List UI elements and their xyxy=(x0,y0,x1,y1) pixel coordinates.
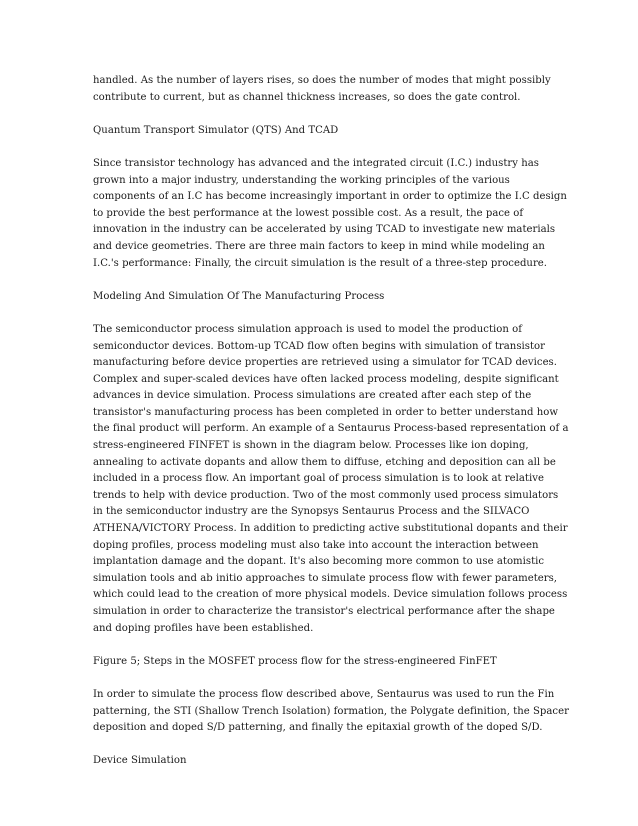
text-line: included in a process flow. An important goal of process simulation is to look at relative xyxy=(93,473,544,485)
text-line: stress-engineered FINFET is shown in the diagram below. Processes like ion doping, xyxy=(93,440,529,452)
text-line: trends to help with device production. Two of the most commonly used process simulators xyxy=(93,489,559,501)
text-line: and device geometries. There are three main factors to keep in mind while modeling an xyxy=(93,240,545,252)
text-line: I.C.'s performance: Finally, the circuit simulation is the result of a three-step procedure. xyxy=(93,257,548,269)
figure-caption xyxy=(93,654,555,671)
text-line: ATHENA/VICTORY Process. In addition to predicting active substitutional dopants and their xyxy=(93,523,568,535)
text-line: doping profiles, process modeling must also take into account the interaction between xyxy=(93,539,539,551)
text-line: which could lead to the creation of more physical models. Device simulation follows process xyxy=(93,589,568,601)
text-line: contribute to current, but as channel thickness increases, so does the gate control. xyxy=(93,91,521,103)
text-line: semiconductor devices. Bottom-up TCAD flow often begins with simulation of transistor xyxy=(93,340,545,352)
text-line: In order to simulate the process flow described above, Sentaurus was used to run the Fin xyxy=(93,688,555,700)
paragraph-transistor-technology xyxy=(93,156,567,272)
text-line: innovation in the industry can be accelerated by using TCAD to investigate new materials xyxy=(93,224,556,236)
text-line: deposition and doped S/D patterning, and finally the epitaxial growth of the doped S/D. xyxy=(93,722,543,734)
text-line: manufacturing before device properties are retrieved using a simulator for TCAD devices. xyxy=(93,357,557,369)
heading-text: Device Simulation xyxy=(93,755,187,767)
text-line: simulation in order to characterize the transistor's electrical performance after the shape xyxy=(93,606,555,617)
text-line: simulation tools and ab initio approaches to simulate process flow with fewer parameters, xyxy=(93,572,558,584)
text-line: annealing to activate dopants and allow them to diffuse, etching and deposition can all be xyxy=(93,456,556,468)
text-line: components of an I.C has become increasingly important in order to optimize the I.C design xyxy=(93,191,567,203)
text-line: grown into a major industry, understanding the working principles of the various xyxy=(93,174,510,186)
text-line: handled. As the number of layers rises, so does the number of modes that might possibly xyxy=(93,75,551,86)
text-line: and doping profiles have been established. xyxy=(93,622,314,634)
paragraph-process-simulation xyxy=(93,322,569,637)
text-line: The semiconductor process simulation approach is used to model the production of xyxy=(93,323,522,335)
text-line: in the semiconductor industry are the Synopsys Sentaurus Process and the SILVACO xyxy=(93,506,530,518)
section-heading-qts-tcad xyxy=(93,123,555,140)
text-line: Complex and super-scaled devices have often lacked process modeling, despite significant xyxy=(93,373,559,385)
text-line: transistor's manufacturing process has been completed in order to better understand how xyxy=(93,406,558,418)
text-line: Since transistor technology has advanced and the integrated circuit (I.C.) industry has xyxy=(93,157,539,169)
text-line: to provide the best performance at the lowest possible cost. As a result, the pace of xyxy=(93,207,524,219)
paragraph-gate-control xyxy=(93,73,555,106)
heading-text: Quantum Transport Simulator (QTS) And TCAD xyxy=(93,124,339,136)
section-heading-manufacturing-process xyxy=(93,289,555,306)
text-line: implantation damage and the dopant. It's also becoming more common to use atomistic xyxy=(93,556,545,568)
text-line: advances in device simulation. Process simulations are created after each step of the xyxy=(93,390,532,402)
section-heading-device-simulation xyxy=(93,753,555,770)
text-line: the final product will perform. An example of a Sentaurus Process-based representation of a xyxy=(93,423,569,435)
caption-text: Figure 5; Steps in the MOSFET process flow for the stress-engineered FinFET xyxy=(93,655,497,667)
document-body xyxy=(93,73,569,787)
paragraph-sentaurus-flow xyxy=(93,687,569,737)
text-line: patterning, the STI (Shallow Trench Isolation) formation, the Polygate definition, the Spacer xyxy=(93,705,569,717)
heading-text: Modeling And Simulation Of The Manufacturing Process xyxy=(93,290,385,302)
